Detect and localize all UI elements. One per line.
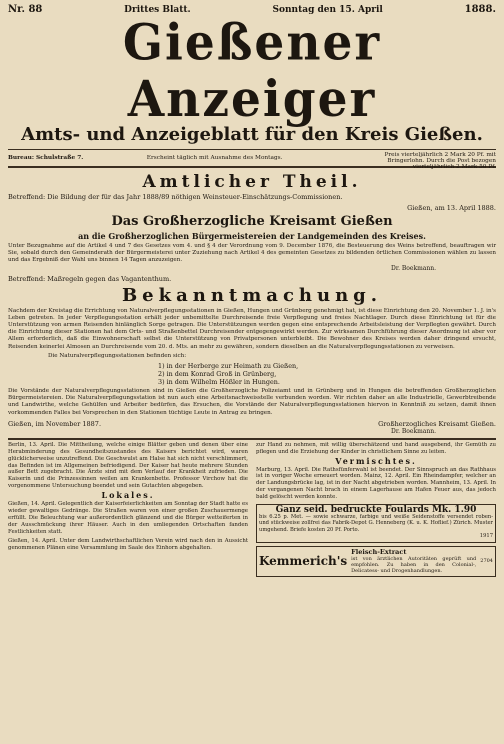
notice2-heading: Bekanntmachung. [121,284,383,306]
notice2-place-date: Gießen, im November 1887. [8,419,102,428]
newspaper-title: Gießener Anzeiger [122,14,382,129]
notice1-date-row [8,204,496,212]
stations-intro: Die Naturalverpflegungsstationen befinden sich: [48,352,187,359]
subscription-price: Preis vierteljährlich 2 Mark 20 Pf. mit Bringerlohn. Durch die Post bezogen vierteljährlich 2 Mark 50 Pf. [384,152,496,170]
kemmerich-ad-number: 2704 [480,558,493,565]
newspaper-subtitle: Amts- und Anzeigeblatt für den Kreis Gießen. [21,124,483,145]
berlin-article: Berlin, 13. April. Die Mittheilung, welche einige Blätter geben und denen über eine Herabminderung des Gesundheitszustandes des Kaisers berichtet wird, waren glücklicherweise unzutreffend. Die Geschwulst am Halse hat sich nicht verschlimmert, das Befinden ist im Allgemeinen befriedigend. Der Kaiser hat heute mehrere Stunden außer Bett zugebracht. Die Ärzte sind mit dem Verlauf der Krankheit zufrieden. Die Kaiserin und die Prinzessinnen weilen am Krankenbette. Professor Virchow hat die vorgenommene Untersuchung beendet und sein Gutachten abgegeben. [8,441,248,490]
issue-year: 1888. [464,4,496,15]
section-official-heading: Amtlicher Theil. [142,172,362,192]
continued-article: zur Hand zu nehmen, mit willig überschätzend und hand ausgebend, ihr Gemüth zu pflegen und die Erziehung der Kinder in christlichem Sinne zu leiten. [256,441,496,455]
vermischtes-article: Marburg, 13. April. Die Rathsfünferwahl ist beendet. Der Sinnspruch an das Rathhaus ist in voriger Woche erneuert worden. Mainz, 12. April. Ein Rheindampfer, welcher an der Landungsbrücke lag, ist in der Nacht abgetrieben worden. Mannheim, 13. April. In der vergangenen Nacht brach in einem Lagerhause am Hafen Feuer aus, das jedoch bald gelöscht werden konnte. [256,466,496,501]
notice1-addressee: an die Großherzoglichen Bürgermeistereien der Landgemeinden des Kreises. [78,231,426,241]
foulards-ad-text: bis 6.25 p. Met. — sowie schwarze, farbige und weiße Seidenstoffe versendet roben- und stückweise zollfrei das Fabrik-Depot G. Henneberg (K. u. K. Hoflief.) Zürich. Muster umgehend. Briefe kosten 20 Pf. Porto. [259,514,493,533]
lokales-heading: Lokales. [101,490,155,501]
foulards-ad-number: 1917 [479,533,493,540]
publication-info-bar [8,149,496,168]
notice2-subject-row [8,275,496,283]
publication-schedule: Erscheint täglich mit Ausnahme des Montags. [146,155,283,161]
stations-list [158,362,496,386]
notice1-signer: Dr. Boekmann. [391,264,436,272]
news-column-left [8,442,248,744]
notice1-office: Das Großherzogliche Kreisamt Gießen [111,214,393,229]
notice1-subject: Betreffend: Die Bildung der für das Jahr 1888/89 nöthigen Weinsteuer-Einschätzungs-Commissionen. [8,193,343,201]
notice2-footer [8,420,496,428]
news-column-right [256,442,496,744]
issue-date: Sonntag den 15. April [272,5,383,15]
notice1-body: Unter Bezugnahme auf die Artikel 4 und 7 des Gesetzes vom 4. und § 4 der Verordnung vom 9. December 1876, die Besteuerung des Weins betreffend, beauftragen wir Sie, sobald durch den Gemeinderath der Bürgermeisterei unter Zuziehung nach Artikel 4 des gemeinten Gesetzes zu bildenden örtlichen Commissionen wählen zu lassen und das Ergebniß der Wahl uns binnen 14 Tagen anzuzeigen. [8,243,496,264]
bureau-address: Bureau: Schulstraße 7. [8,155,84,161]
notice2-subject: Betreffend: Maßregeln gegen das Vagantenthum. [8,274,172,283]
station-item: 3) in dem Wilhelm Hößler in Hungen. [158,378,280,387]
lokales-article: Gießen, 14. April. Gelegentlich der Kaiserfeierlichkeiten am Sonntag der Stadt hatte es wieder gewaltiges Gedränge. Die Straßen waren von einer großen Zuschauermenge erfüllt. Die Beleuchtung war außerordentlich glänzend und die Bürger wetteiferten in der Ausschmückung ihrer Häuser. Auch in den umliegenden Ortschaften fanden Festlichkeiten statt. [8,501,248,535]
kemmerich-product: Fleisch-Extract [351,547,407,556]
kemmerich-ad-text: ist von ärztlichen Autoritäten geprüft und empfohlen. Zu haben in den Colonial-, Delicatess- und Drogenhandlungen. [351,555,477,574]
notice1-header-row [8,193,496,201]
notice2-office: Großherzogliches Kreisamt Gießen. [378,419,496,428]
station-item: 2) in dem Konrad Groß in Grünberg, [158,370,277,379]
notice1-place-date: Gießen, am 13. April 1888. [407,204,496,212]
issue-number: Nr. 88 [8,4,43,15]
kemmerich-ad-body [351,549,476,574]
giessen-article: Gießen, 14. April. Unter dem Landwirthschaftlichen Verein wird nach den in Aussicht genommenen Plänen eine Versammlung im Saale des Einhorn abgehalten. [8,537,248,551]
foulards-ad-title: Ganz seid. bedruckte Foulards Mk. 1.90 [275,505,477,516]
station-item: 1) in der Herberge zur Heimath zu Gießen, [158,362,299,371]
notice2-body: Nachdem der Kreistag die Errichtung von Naturalverpflegungsstationen in Gießen, Hungen und Grünberg genehmigt hat, ist diese Einrichtung den 20. November 1. J. in's Leben getreten. In jeder Verpflegungsstation erhält jeder unbemittelte Durchreisende freie Verpflegung und freies Nachtlager. Durch diese Einrichtung ist für die Unterstützung von armen Reisenden hinlänglich Sorge getragen. Die Unterstützungen werden gegen eine entsprechende Arbeitsleistung der Verpflegten gewährt. Durch die Einrichtung dieser Stationen hat dem Orts- und Straßenbettel Durchreisender entgegengewirkt werden. Zur wirksamen Durchführung dieser Anordnung ist aber vor Allem erforderlich, daß die Einwohnerschaft selbst die Unterstützung von Privatpersonen unterbleibt. Die Bewohner des Kreises werden daher dringend ersucht, Reisenden keinerlei Almosen an Durchreisende vom 20. d. Mts. an mehr zu gewähren, sondern dieselben an die Naturalverpflegungsstationen zu verweisen. [8,307,496,350]
foulards-advertisement [256,504,496,543]
kemmerich-brand: Kemmerich's [259,553,348,568]
notice2-body-continued: Die Vorstände der Naturalverpflegungsstationen sind in Gießen die Großherzogliche Polizeiamt und in Grünberg und in Hungen die betreffenden Großherzoglichen Bürgermeistereien. Die Naturalverpflegungsstation ist nun auch eine Arbeitsnachweisstelle verbunden worden. Wir richten daher an alle Industrielle, Gewerbtreibende und Landwirthe, welche Gehülfen und Arbeiter bedürfen, das Ersuchen, die Vorstände der Naturalverpflegungsstationen hiervon in Kenntniß zu setzen, damit ihnen vorkommenden Falles bei Vorsprechen in den Stationen tüchtige Leute in Antrag zu bringen. [8,388,496,416]
kemmerich-advertisement [256,546,496,577]
notice2-signer: Dr. Boekmann. [391,427,436,435]
sheet-label: Drittes Blatt. [124,5,191,15]
news-columns [8,438,496,744]
vermischtes-heading: Vermischtes. [335,455,417,466]
